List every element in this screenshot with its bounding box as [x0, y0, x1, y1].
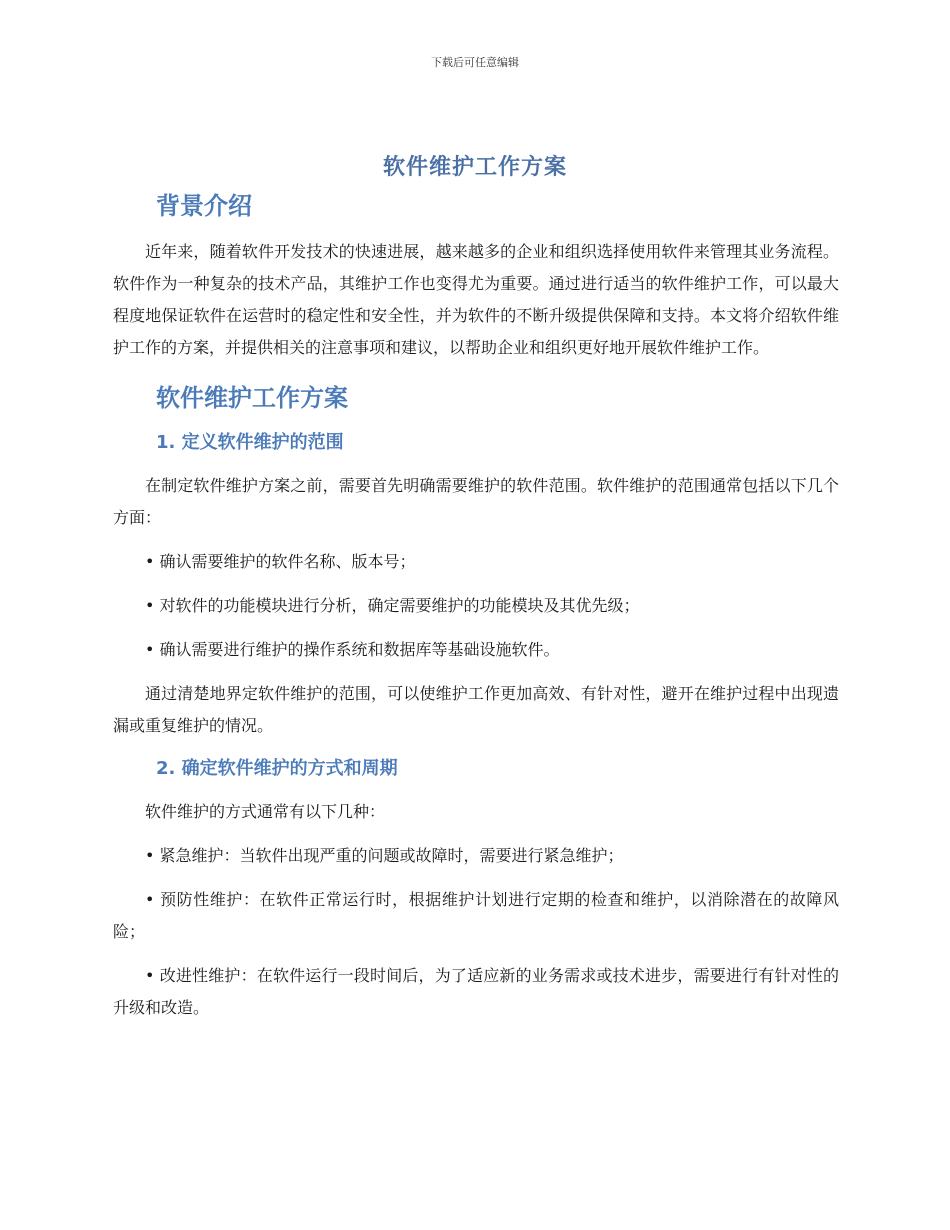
method-bullet-2: • 预防性维护：在软件正常运行时，根据维护计划进行定期的检查和维护，以消除潜在的故障风险； [113, 890, 839, 941]
scope-bullet-3: • 确认需要进行维护的操作系统和数据库等基础设施软件。 [145, 640, 560, 659]
document-title: 软件维护工作方案 [382, 155, 567, 180]
background-paragraph: 近年来，随着软件开发技术的快速进展，越来越多的企业和组织选择使用软件来管理其业务流程。软件作为一种复杂的技术产品，其维护工作也变得尤为重要。通过进行适当的软件维护工作，可以最大程度地保证软件在运营时的稳定性和安全性，并为软件的不断升级提供保障和支持。本文将介绍软件维护工作的方案，并提供相关的注意事项和建议，以帮助企业和组织更好地开展软件维护工作。 [113, 242, 839, 357]
method-bullet-3: • 改进性维护：在软件运行一段时间后，为了适应新的业务需求或技术进步，需要进行有针对性的升级和改造。 [113, 966, 839, 1017]
section-heading-plan: 软件维护工作方案 [156, 384, 348, 412]
scope-bullet-1: • 确认需要维护的软件名称、版本号； [145, 552, 416, 571]
scope-intro-paragraph: 在制定软件维护方案之前，需要首先明确需要维护的软件范围。软件维护的范围通常包括以下几个方面： [113, 476, 839, 527]
page-header-note: 下载后可任意编辑 [431, 56, 519, 69]
subsection-heading-method: 2. 确定软件维护的方式和周期 [156, 758, 398, 779]
scope-outro-paragraph: 通过清楚地界定软件维护的范围，可以使维护工作更加高效、有针对性，避开在维护过程中出现遗漏或重复维护的情况。 [113, 684, 839, 735]
method-bullet-1: • 紧急维护：当软件出现严重的问题或故障时，需要进行紧急维护； [145, 846, 624, 865]
document-body [113, 188, 839, 1024]
subsection-heading-scope: 1. 定义软件维护的范围 [156, 432, 344, 453]
section-heading-background: 背景介绍 [156, 192, 252, 220]
scope-bullet-2: • 对软件的功能模块进行分析，确定需要维护的功能模块及其优先级； [145, 596, 640, 615]
method-intro-paragraph: 软件维护的方式通常有以下几种： [145, 802, 386, 821]
